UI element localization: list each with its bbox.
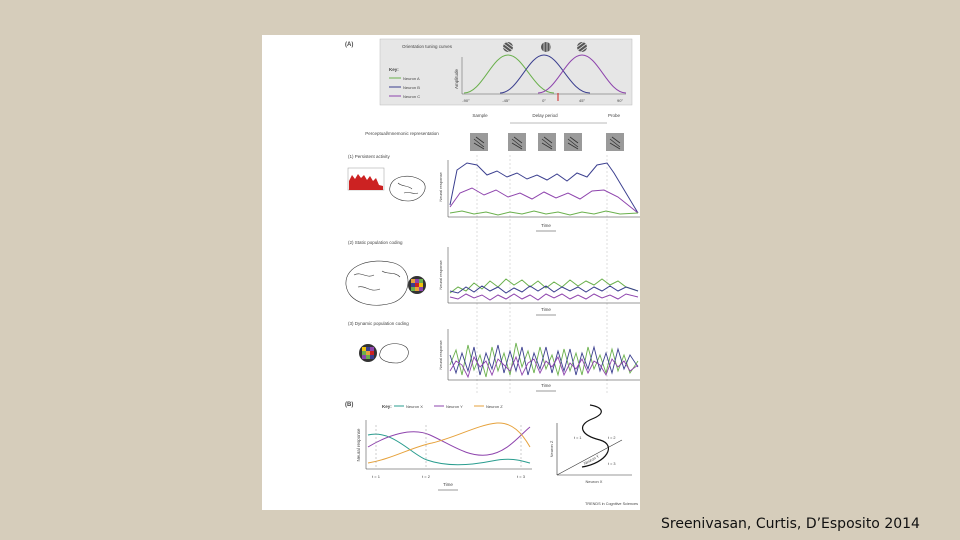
row3-ylabel: Neural response	[438, 340, 443, 370]
state-axis-x: Neuron X	[585, 479, 603, 484]
row1-trace-neuron-b	[450, 163, 638, 213]
key-label-neuron-z: Neuron Z	[486, 404, 503, 409]
key-label-neuron-c: Neuron C	[403, 94, 421, 99]
key-label-neuron-x: Neuron X	[406, 404, 423, 409]
population-pattern-icon-dynamic	[359, 344, 377, 362]
panel-b-xlabel: Time	[443, 482, 453, 487]
trace-neuron-x	[368, 434, 530, 465]
row1-trace-neuron-a	[450, 211, 638, 215]
orientation-tick: -90°	[462, 98, 470, 103]
row1-trace-neuron-c	[450, 188, 638, 213]
spike-histogram	[348, 168, 384, 190]
amplitude-label: Amplitude	[454, 68, 459, 90]
row2-trace-neuron-c	[450, 294, 638, 300]
trace-neuron-y	[368, 427, 530, 455]
representation-gratings	[470, 133, 624, 151]
state-point-3: t = 3	[608, 462, 616, 466]
time-point-guides	[376, 425, 521, 469]
orientation-tick: -45°	[502, 98, 510, 103]
row2-xlabel: Time	[541, 307, 551, 312]
state-axis-z: Neuron Z	[549, 440, 554, 458]
trace-neuron-z	[368, 423, 530, 463]
state-point-1: t = 1	[574, 436, 582, 440]
figure-image	[262, 35, 640, 510]
row3-trace-neuron-a	[450, 343, 638, 377]
monkey-brain-icon	[390, 176, 425, 201]
row1-xlabel: Time	[541, 223, 551, 228]
panel-b-ylabel: Neural response	[356, 428, 361, 462]
slide-caption: Sreenivasan, Curtis, D’Esposito 2014	[661, 516, 920, 532]
panel-a-label: (A)	[345, 42, 354, 48]
key-label-neuron-a: Neuron A	[403, 76, 420, 81]
row1-title: (1) Persistent activity	[348, 154, 390, 159]
human-brain-icon	[346, 261, 408, 305]
panel-b-key-title: Key:	[382, 404, 392, 409]
tuning-key-title: Key:	[389, 67, 399, 72]
row3-title: (3) Dynamic population coding	[348, 321, 409, 326]
figure-credit: TRENDS in Cognitive Sciences	[585, 502, 638, 506]
row2-trace-neuron-b	[450, 286, 638, 293]
time-point-1: t = 1	[372, 474, 380, 479]
key-label-neuron-b: Neuron B	[403, 85, 420, 90]
timeline-sample: Sample	[472, 113, 488, 118]
orientation-tick: 45°	[578, 98, 586, 103]
row2-ylabel: Neural response	[438, 260, 443, 290]
population-pattern-icon	[408, 276, 426, 294]
time-point-2: t = 2	[422, 474, 430, 479]
state-axis-y: Neuron Y	[582, 453, 600, 466]
epoch-guides	[477, 155, 607, 395]
orientation-tick: 0°	[542, 98, 546, 103]
state-space-plot	[549, 405, 632, 484]
timeline-delay: Delay period	[532, 113, 558, 118]
monkey-brain-icon-dynamic	[380, 344, 409, 363]
state-point-2: t = 2	[608, 436, 616, 440]
time-point-3: t = 3	[517, 474, 525, 479]
key-label-neuron-y: Neuron Y	[446, 404, 463, 409]
orientation-tick: 90°	[616, 98, 624, 103]
panel-b-label: (B)	[345, 402, 354, 408]
timeline-probe: Probe	[607, 113, 621, 118]
row3-xlabel: Time	[541, 383, 551, 388]
row1-ylabel: Neural response	[438, 172, 443, 202]
representation-label: Perceptual/mnemonic representation	[365, 131, 439, 136]
tuning-title: Orientation tuning curves	[402, 44, 453, 49]
row2-title: (2) Static population coding	[348, 240, 403, 245]
